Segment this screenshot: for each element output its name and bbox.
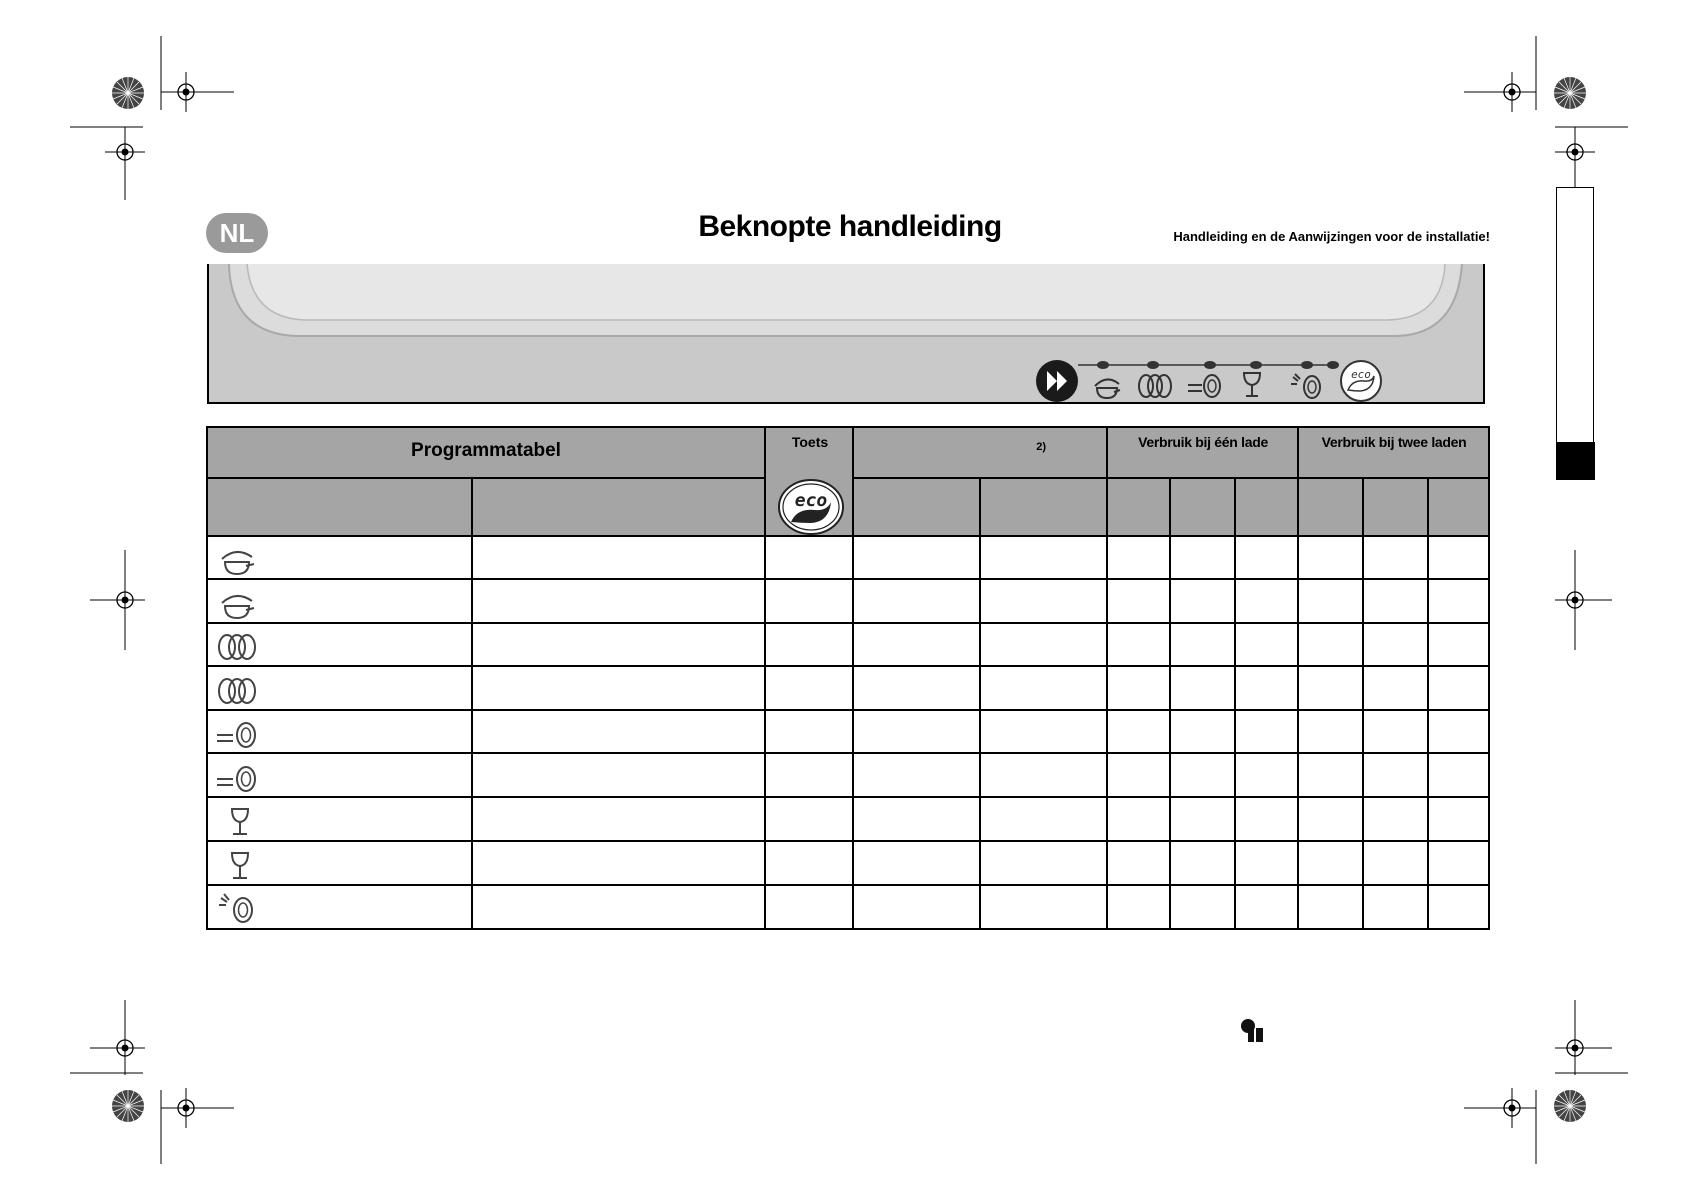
brand-logo-icon — [1240, 1018, 1266, 1044]
eco-icon-label: eco — [794, 490, 828, 511]
col-footnote-header: 2) — [1036, 441, 1046, 453]
plate-sparkle-icon — [1290, 372, 1324, 400]
table-row-4-plates-icon — [219, 679, 255, 703]
table-row-1-pot-icon — [222, 552, 254, 574]
pot-icon — [1092, 372, 1122, 400]
col-two-racks-header: Verbruik bij twee laden — [1321, 434, 1467, 450]
eco-icon — [777, 478, 845, 536]
table-title: Programmatabel — [411, 440, 561, 461]
table-row-9-plate-sparkle-icon — [219, 894, 252, 922]
table-row-2-pot-icon — [222, 596, 254, 618]
col-toets-header: Toets — [791, 434, 829, 450]
table-row-7-glass-icon — [232, 809, 248, 834]
thumb-index-bar — [1556, 187, 1594, 443]
eco-button-label: eco — [1351, 368, 1371, 381]
eco-button-icon[interactable] — [1338, 358, 1384, 404]
program-table — [206, 426, 1490, 930]
table-row-icons — [214, 540, 274, 930]
table-row-5-plate-dash-icon — [217, 723, 255, 747]
page-title: Beknopte handleiding — [698, 210, 1002, 243]
table-row-8-glass-icon — [232, 853, 248, 878]
plates-icon — [1136, 372, 1174, 400]
table-row-6-plate-dash-icon — [217, 767, 255, 791]
thumb-index-tab — [1556, 442, 1595, 480]
col-one-rack-header: Verbruik bij één lade — [1138, 434, 1268, 450]
glass-icon — [1240, 370, 1264, 400]
table-row-3-plates-icon — [219, 635, 255, 659]
language-badge: NL — [206, 213, 268, 253]
plate-dash-icon — [1186, 372, 1224, 400]
page-subtitle: Handleiding en de Aanwijzingen voor de installatie! — [1173, 229, 1490, 244]
fast-forward-icon[interactable] — [1034, 358, 1080, 404]
